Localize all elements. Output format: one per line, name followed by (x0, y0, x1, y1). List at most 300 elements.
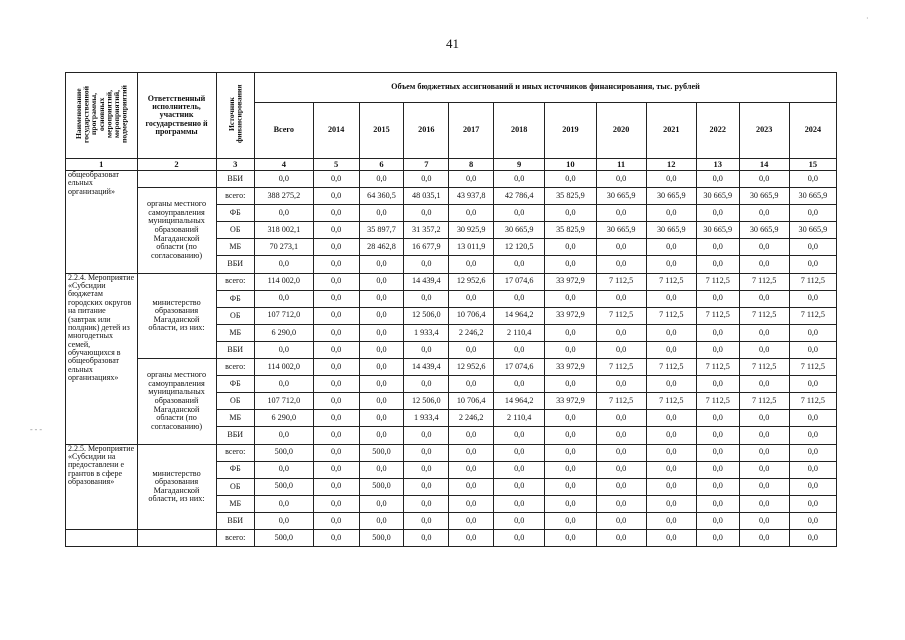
value-cell: 0,0 (449, 205, 494, 222)
column-numbers-row (66, 159, 837, 171)
value-cell: 0,0 (596, 427, 646, 444)
value-cell: 0,0 (313, 376, 359, 393)
value-cell: 0,0 (313, 324, 359, 341)
value-cell: 0,0 (646, 427, 696, 444)
value-cell: 0,0 (494, 341, 545, 358)
executor-cell: министерство образования Магаданской области, из них: (137, 444, 216, 529)
budget-table (65, 72, 837, 547)
value-cell: 0,0 (254, 290, 313, 307)
value-cell: 0,0 (313, 461, 359, 478)
value-cell: 13 011,9 (449, 239, 494, 256)
value-cell: 0,0 (313, 188, 359, 205)
value-cell: 0,0 (313, 512, 359, 529)
value-cell: 0,0 (313, 205, 359, 222)
value-cell: 33 972,9 (545, 273, 596, 290)
source-cell: МБ (216, 239, 254, 256)
value-cell: 12 952,6 (449, 273, 494, 290)
value-cell: 0,0 (359, 359, 404, 376)
source-cell: ВБИ (216, 427, 254, 444)
value-cell: 0,0 (545, 410, 596, 427)
value-cell: 0,0 (494, 376, 545, 393)
source-cell: всего: (216, 273, 254, 290)
value-cell: 0,0 (696, 461, 739, 478)
value-cell: 0,0 (404, 290, 449, 307)
value-cell: 0,0 (545, 495, 596, 512)
value-cell: 10 706,4 (449, 307, 494, 324)
value-cell: 500,0 (359, 529, 404, 546)
value-cell: 0,0 (789, 495, 836, 512)
value-cell: 1 933,4 (404, 410, 449, 427)
value-cell: 0,0 (254, 495, 313, 512)
value-cell: 0,0 (254, 461, 313, 478)
value-cell: 0,0 (313, 341, 359, 358)
value-cell: 0,0 (404, 444, 449, 461)
value-cell: 0,0 (596, 444, 646, 461)
value-cell: 0,0 (313, 273, 359, 290)
table-row (66, 171, 837, 188)
value-cell: 0,0 (313, 359, 359, 376)
value-cell: 2 110,4 (494, 324, 545, 341)
value-cell: 0,0 (545, 324, 596, 341)
value-cell: 0,0 (313, 307, 359, 324)
value-cell: 0,0 (646, 376, 696, 393)
value-cell: 30 665,9 (789, 222, 836, 239)
value-cell: 0,0 (739, 324, 789, 341)
value-cell: 0,0 (449, 512, 494, 529)
value-cell: 0,0 (696, 444, 739, 461)
source-cell: всего: (216, 444, 254, 461)
value-cell: 33 972,9 (545, 359, 596, 376)
column-number: 9 (494, 159, 545, 171)
table-row (66, 529, 837, 546)
value-cell: 7 112,5 (646, 273, 696, 290)
value-cell: 0,0 (313, 256, 359, 273)
value-cell: 30 665,9 (646, 222, 696, 239)
value-cell: 0,0 (449, 461, 494, 478)
value-cell: 7 112,5 (789, 359, 836, 376)
source-cell: всего: (216, 529, 254, 546)
column-number: 14 (739, 159, 789, 171)
value-cell: 12 120,5 (494, 239, 545, 256)
value-cell: 0,0 (789, 376, 836, 393)
value-cell: 0,0 (646, 512, 696, 529)
source-cell: ФБ (216, 376, 254, 393)
value-cell: 0,0 (449, 427, 494, 444)
value-cell: 0,0 (404, 376, 449, 393)
header-year: 2021 (646, 103, 696, 159)
value-cell: 14 964,2 (494, 393, 545, 410)
source-cell: МБ (216, 410, 254, 427)
source-cell: ВБИ (216, 341, 254, 358)
value-cell: 7 112,5 (789, 307, 836, 324)
value-cell: 0,0 (789, 256, 836, 273)
value-cell: 0,0 (313, 495, 359, 512)
header-executor: Ответственный исполнитель, участник государственно й программы (137, 73, 216, 159)
value-cell: 2 246,2 (449, 324, 494, 341)
value-cell: 0,0 (739, 341, 789, 358)
value-cell: 0,0 (545, 256, 596, 273)
executor-cell: органы местного самоуправления муниципальных образований Магаданской области (по согласованию) (137, 188, 216, 273)
value-cell: 0,0 (596, 290, 646, 307)
value-cell: 0,0 (739, 205, 789, 222)
value-cell: 0,0 (646, 444, 696, 461)
value-cell: 35 825,9 (545, 188, 596, 205)
value-cell: 0,0 (494, 478, 545, 495)
column-number: 3 (216, 159, 254, 171)
value-cell: 33 972,9 (545, 393, 596, 410)
value-cell: 0,0 (739, 427, 789, 444)
executor-empty-cell (137, 529, 216, 546)
value-cell: 0,0 (646, 205, 696, 222)
value-cell: 30 665,9 (596, 188, 646, 205)
table-row (66, 359, 837, 376)
value-cell: 30 665,9 (789, 188, 836, 205)
value-cell: 0,0 (696, 376, 739, 393)
value-cell: 35 825,9 (545, 222, 596, 239)
value-cell: 2 110,4 (494, 410, 545, 427)
value-cell: 7 112,5 (646, 359, 696, 376)
column-number: 6 (359, 159, 404, 171)
source-cell: ВБИ (216, 512, 254, 529)
source-cell: ФБ (216, 461, 254, 478)
value-cell: 0,0 (545, 376, 596, 393)
header-budget-group: Объем бюджетных ассигнований и иных источников финансирования, тыс. рублей (254, 73, 836, 103)
program-name-cell: общеобразоват ельных организаций» (66, 171, 138, 274)
value-cell: 388 275,2 (254, 188, 313, 205)
header-year: 2023 (739, 103, 789, 159)
executor-cell: министерство образования Магаданской области, из них: (137, 273, 216, 358)
source-cell: МБ (216, 324, 254, 341)
table-body (66, 171, 837, 547)
value-cell: 0,0 (494, 256, 545, 273)
value-cell: 0,0 (596, 495, 646, 512)
value-cell: 0,0 (696, 205, 739, 222)
value-cell: 30 665,9 (739, 222, 789, 239)
value-cell: 0,0 (404, 341, 449, 358)
value-cell: 0,0 (789, 171, 836, 188)
value-cell: 0,0 (404, 171, 449, 188)
page-number: 41 (446, 36, 459, 51)
value-cell: 107 712,0 (254, 393, 313, 410)
value-cell: 0,0 (359, 410, 404, 427)
value-cell: 70 273,1 (254, 239, 313, 256)
value-cell: 0,0 (596, 461, 646, 478)
scan-mark: · (866, 14, 869, 23)
value-cell: 0,0 (359, 341, 404, 358)
source-cell: всего: (216, 359, 254, 376)
value-cell: 0,0 (696, 495, 739, 512)
value-cell: 0,0 (646, 171, 696, 188)
value-cell: 0,0 (313, 529, 359, 546)
value-cell: 0,0 (739, 171, 789, 188)
header-year: 2015 (359, 103, 404, 159)
value-cell: 1 933,4 (404, 324, 449, 341)
value-cell: 33 972,9 (545, 307, 596, 324)
column-number: 7 (404, 159, 449, 171)
source-cell: МБ (216, 495, 254, 512)
value-cell: 35 897,7 (359, 222, 404, 239)
value-cell: 318 002,1 (254, 222, 313, 239)
value-cell: 0,0 (313, 427, 359, 444)
value-cell: 0,0 (449, 256, 494, 273)
value-cell: 64 360,5 (359, 188, 404, 205)
value-cell: 6 290,0 (254, 410, 313, 427)
value-cell: 0,0 (254, 205, 313, 222)
value-cell: 0,0 (313, 239, 359, 256)
value-cell: 0,0 (359, 512, 404, 529)
value-cell: 500,0 (254, 529, 313, 546)
value-cell: 0,0 (404, 529, 449, 546)
value-cell: 0,0 (646, 410, 696, 427)
value-cell: 0,0 (359, 461, 404, 478)
value-cell: 7 112,5 (596, 273, 646, 290)
header-year: 2016 (404, 103, 449, 159)
source-cell: ОБ (216, 478, 254, 495)
value-cell: 0,0 (404, 512, 449, 529)
value-cell: 0,0 (596, 324, 646, 341)
value-cell: 0,0 (254, 171, 313, 188)
value-cell: 0,0 (449, 341, 494, 358)
value-cell: 0,0 (696, 171, 739, 188)
value-cell: 0,0 (789, 290, 836, 307)
value-cell: 0,0 (449, 171, 494, 188)
value-cell: 0,0 (739, 376, 789, 393)
value-cell: 0,0 (646, 341, 696, 358)
value-cell: 0,0 (596, 376, 646, 393)
value-cell: 0,0 (739, 512, 789, 529)
value-cell: 0,0 (359, 495, 404, 512)
value-cell: 7 112,5 (739, 307, 789, 324)
value-cell: 7 112,5 (789, 393, 836, 410)
value-cell: 0,0 (696, 239, 739, 256)
value-cell: 28 462,8 (359, 239, 404, 256)
value-cell: 0,0 (494, 512, 545, 529)
value-cell: 0,0 (545, 171, 596, 188)
value-cell: 16 677,9 (404, 239, 449, 256)
value-cell: 0,0 (545, 478, 596, 495)
value-cell: 0,0 (254, 341, 313, 358)
value-cell: 0,0 (449, 376, 494, 393)
value-cell: 0,0 (449, 290, 494, 307)
value-cell: 500,0 (359, 478, 404, 495)
value-cell: 7 112,5 (646, 393, 696, 410)
value-cell: 0,0 (313, 171, 359, 188)
value-cell: 0,0 (359, 256, 404, 273)
value-cell: 0,0 (696, 427, 739, 444)
value-cell: 0,0 (359, 290, 404, 307)
value-cell: 114 002,0 (254, 273, 313, 290)
column-number: 2 (137, 159, 216, 171)
value-cell: 0,0 (494, 290, 545, 307)
value-cell: 0,0 (646, 239, 696, 256)
value-cell: 7 112,5 (646, 307, 696, 324)
value-cell: 0,0 (494, 171, 545, 188)
value-cell: 0,0 (739, 256, 789, 273)
value-cell: 17 074,6 (494, 359, 545, 376)
header-program-name: Наименование государственной программы, основных мероприятий, мероприятий, подмероприятий (66, 73, 138, 159)
value-cell: 7 112,5 (596, 359, 646, 376)
value-cell: 14 964,2 (494, 307, 545, 324)
table-row (66, 188, 837, 205)
value-cell: 12 952,6 (449, 359, 494, 376)
value-cell: 0,0 (596, 512, 646, 529)
value-cell: 0,0 (254, 512, 313, 529)
value-cell: 0,0 (359, 393, 404, 410)
value-cell: 14 439,4 (404, 359, 449, 376)
value-cell: 0,0 (789, 239, 836, 256)
value-cell: 0,0 (789, 205, 836, 222)
value-cell: 0,0 (739, 239, 789, 256)
value-cell: 2 246,2 (449, 410, 494, 427)
value-cell: 0,0 (359, 427, 404, 444)
value-cell: 0,0 (404, 256, 449, 273)
value-cell: 0,0 (739, 478, 789, 495)
value-cell: 0,0 (404, 478, 449, 495)
value-cell: 0,0 (404, 427, 449, 444)
value-cell: 7 112,5 (739, 393, 789, 410)
value-cell: 0,0 (494, 529, 545, 546)
value-cell: 0,0 (449, 444, 494, 461)
value-cell: 0,0 (404, 205, 449, 222)
value-cell: 0,0 (359, 273, 404, 290)
value-cell: 0,0 (404, 495, 449, 512)
value-cell: 0,0 (596, 171, 646, 188)
value-cell: 0,0 (313, 478, 359, 495)
header-year: 2019 (545, 103, 596, 159)
table-row (66, 273, 837, 290)
header-year: 2017 (449, 103, 494, 159)
value-cell: 0,0 (313, 410, 359, 427)
source-cell: ОБ (216, 307, 254, 324)
value-cell: 0,0 (696, 478, 739, 495)
value-cell: 0,0 (646, 495, 696, 512)
value-cell: 0,0 (449, 529, 494, 546)
value-cell: 0,0 (545, 239, 596, 256)
value-cell: 7 112,5 (696, 393, 739, 410)
value-cell: 0,0 (696, 529, 739, 546)
value-cell: 7 112,5 (739, 359, 789, 376)
value-cell: 0,0 (789, 410, 836, 427)
value-cell: 0,0 (696, 290, 739, 307)
table-row (66, 444, 837, 461)
value-cell: 0,0 (789, 529, 836, 546)
column-number: 13 (696, 159, 739, 171)
source-cell: ФБ (216, 205, 254, 222)
value-cell: 10 706,4 (449, 393, 494, 410)
value-cell: 0,0 (789, 461, 836, 478)
source-cell: ФБ (216, 290, 254, 307)
value-cell: 500,0 (359, 444, 404, 461)
value-cell: 0,0 (739, 410, 789, 427)
value-cell: 0,0 (646, 324, 696, 341)
value-cell: 0,0 (646, 256, 696, 273)
value-cell: 500,0 (254, 444, 313, 461)
value-cell: 43 937,8 (449, 188, 494, 205)
column-number: 4 (254, 159, 313, 171)
value-cell: 0,0 (449, 478, 494, 495)
value-cell: 14 439,4 (404, 273, 449, 290)
value-cell: 0,0 (596, 529, 646, 546)
value-cell: 0,0 (789, 341, 836, 358)
value-cell: 0,0 (789, 512, 836, 529)
value-cell: 7 112,5 (596, 307, 646, 324)
value-cell: 17 074,6 (494, 273, 545, 290)
executor-cell: органы местного самоуправления муниципальных образований Магаданской области (по согласованию) (137, 359, 216, 444)
value-cell: 0,0 (359, 324, 404, 341)
value-cell: 0,0 (596, 205, 646, 222)
column-number: 12 (646, 159, 696, 171)
program-name-cell: 2.2.5. Мероприятие «Субсидии на предоставлени е грантов в сфере образования» (66, 444, 138, 529)
value-cell: 0,0 (494, 427, 545, 444)
value-cell: 30 665,9 (596, 222, 646, 239)
value-cell: 0,0 (545, 529, 596, 546)
value-cell: 0,0 (739, 495, 789, 512)
value-cell: 7 112,5 (596, 393, 646, 410)
value-cell: 7 112,5 (696, 273, 739, 290)
value-cell: 0,0 (696, 512, 739, 529)
value-cell: 6 290,0 (254, 324, 313, 341)
value-cell: 0,0 (254, 427, 313, 444)
value-cell: 0,0 (545, 290, 596, 307)
column-number: 8 (449, 159, 494, 171)
value-cell: 0,0 (739, 529, 789, 546)
value-cell: 31 357,2 (404, 222, 449, 239)
value-cell: 0,0 (359, 376, 404, 393)
value-cell: 0,0 (696, 256, 739, 273)
value-cell: 0,0 (789, 427, 836, 444)
value-cell: 0,0 (449, 495, 494, 512)
header-year: Всего (254, 103, 313, 159)
value-cell: 30 925,9 (449, 222, 494, 239)
value-cell: 7 112,5 (789, 273, 836, 290)
executor-empty-cell (137, 171, 216, 188)
value-cell: 7 112,5 (696, 307, 739, 324)
column-number: 10 (545, 159, 596, 171)
value-cell: 30 665,9 (696, 188, 739, 205)
header-year: 2022 (696, 103, 739, 159)
column-number: 11 (596, 159, 646, 171)
value-cell: 0,0 (596, 478, 646, 495)
value-cell: 0,0 (646, 290, 696, 307)
value-cell: 0,0 (359, 171, 404, 188)
scan-mark-left: - - - (30, 425, 42, 434)
value-cell: 42 786,4 (494, 188, 545, 205)
value-cell: 0,0 (596, 256, 646, 273)
value-cell: 0,0 (646, 478, 696, 495)
value-cell: 0,0 (789, 478, 836, 495)
value-cell: 0,0 (739, 461, 789, 478)
value-cell: 0,0 (696, 410, 739, 427)
value-cell: 48 035,1 (404, 188, 449, 205)
value-cell: 30 665,9 (494, 222, 545, 239)
value-cell: 0,0 (739, 290, 789, 307)
column-number: 1 (66, 159, 138, 171)
value-cell: 0,0 (359, 307, 404, 324)
source-cell: ВБИ (216, 256, 254, 273)
value-cell: 0,0 (545, 512, 596, 529)
value-cell: 0,0 (494, 461, 545, 478)
value-cell: 0,0 (313, 290, 359, 307)
value-cell: 30 665,9 (696, 222, 739, 239)
value-cell: 0,0 (789, 324, 836, 341)
column-number: 15 (789, 159, 836, 171)
value-cell: 0,0 (494, 495, 545, 512)
source-cell: всего: (216, 188, 254, 205)
value-cell: 0,0 (404, 461, 449, 478)
value-cell: 0,0 (494, 205, 545, 222)
value-cell: 114 002,0 (254, 359, 313, 376)
value-cell: 7 112,5 (739, 273, 789, 290)
